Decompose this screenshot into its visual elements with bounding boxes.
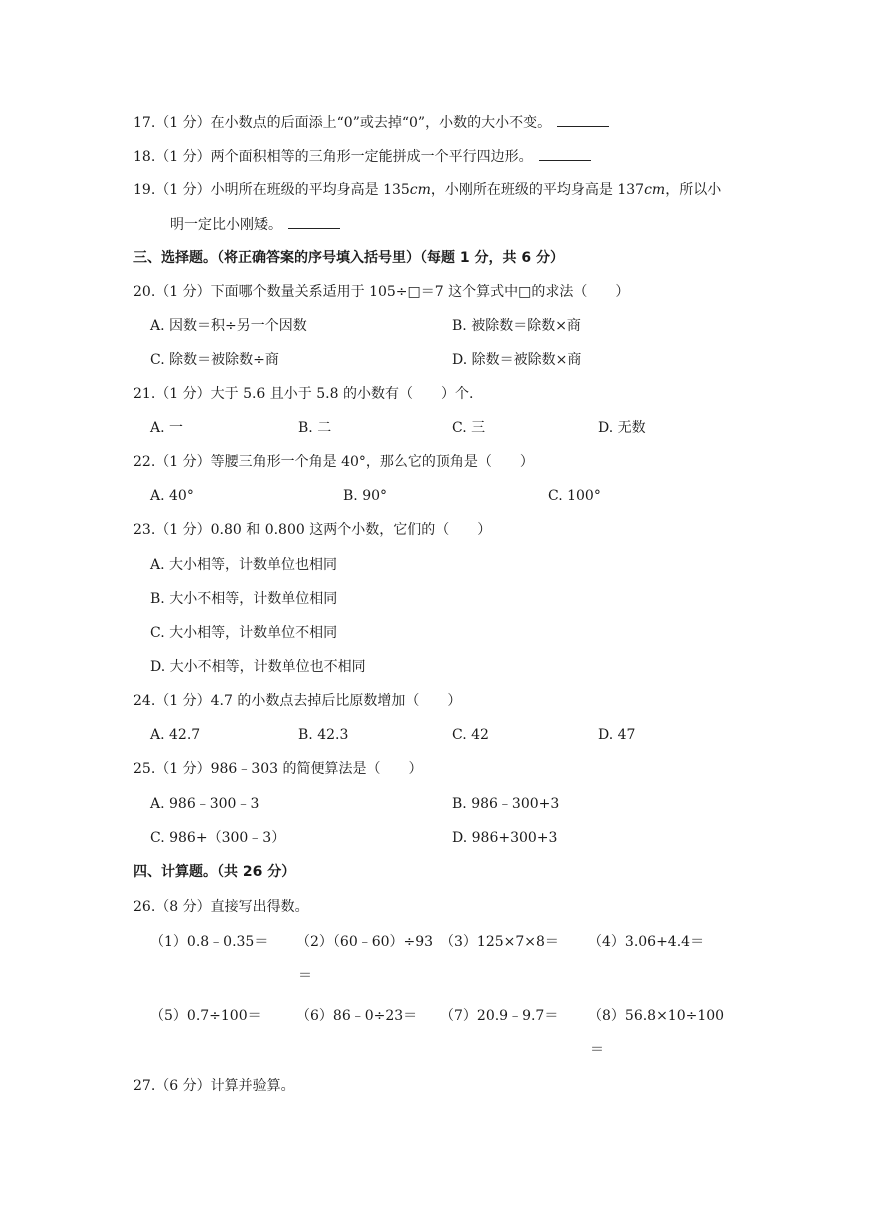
option-a[interactable]: A. 大小相等，计数单位也相同 xyxy=(150,557,338,573)
question-26-stem: 26.（8 分）直接写出得数。 xyxy=(133,899,309,915)
question-22-stem: 22.（1 分）等腰三角形一个角是 40°，那么它的顶角是（ ） xyxy=(133,454,534,470)
option-d[interactable]: D. 986+300+3 xyxy=(452,830,558,846)
calc-item: （3）125×7×8＝ xyxy=(440,934,559,950)
question-score: （1 分） xyxy=(155,182,211,198)
option-b[interactable]: B. 90° xyxy=(343,488,388,504)
question-18 xyxy=(133,146,591,167)
question-score: （1 分） xyxy=(155,115,211,131)
option-b[interactable]: B. 986﹣300+3 xyxy=(452,796,560,812)
question-19-line2 xyxy=(170,214,340,235)
question-25-stem: 25.（1 分）986﹣303 的简便算法是（ ） xyxy=(133,761,423,777)
option-c[interactable]: C. 大小相等，计数单位不相同 xyxy=(150,625,338,641)
option-a[interactable]: A. 因数＝积÷另一个因数 xyxy=(150,318,307,334)
question-text: 小明所在班级的平均身高是 135 xyxy=(210,182,410,198)
calc-equals: ＝ xyxy=(298,968,312,984)
option-b[interactable]: B. 二 xyxy=(298,420,332,436)
option-a[interactable]: A. 一 xyxy=(150,420,184,436)
question-23-stem: 23.（1 分）0.80 和 0.800 这两个小数，它们的（ ） xyxy=(133,522,492,538)
question-text: 两个面积相等的三角形一定能拼成一个平行四边形。 xyxy=(210,149,533,165)
question-27-stem: 27.（6 分）计算并验算。 xyxy=(133,1078,295,1094)
question-text: ，小刚所在班级的平均身高是 137 xyxy=(430,182,645,198)
answer-blank[interactable] xyxy=(557,112,609,127)
calc-item: （8）56.8×10÷100 xyxy=(588,1008,725,1024)
question-number: 18. xyxy=(133,149,156,165)
option-d[interactable]: D. 47 xyxy=(598,727,636,743)
question-score: （1 分） xyxy=(155,149,211,165)
calc-item: （5）0.7÷100＝ xyxy=(150,1008,262,1024)
question-text: 在小数点的后面添上“0”或去掉“0”，小数的大小不变。 xyxy=(210,115,552,131)
option-b[interactable]: B. 42.3 xyxy=(298,727,349,743)
calc-equals: ＝ xyxy=(590,1042,604,1058)
question-20-stem: 20.（1 分）下面哪个数量关系适用于 105÷□＝7 这个算式中□的求法（ ） xyxy=(133,284,630,300)
answer-blank[interactable] xyxy=(539,146,591,161)
option-d[interactable]: D. 除数＝被除数×商 xyxy=(452,352,582,368)
option-d[interactable]: D. 无数 xyxy=(598,420,646,436)
section-heading: 三、选择题。（将正确答案的序号填入括号里）（每题 1 分，共 6 分） xyxy=(133,250,564,266)
question-text: ，所以小 xyxy=(665,182,722,198)
answer-blank[interactable] xyxy=(288,214,340,229)
option-a[interactable]: A. 986﹣300﹣3 xyxy=(150,796,260,812)
option-c[interactable]: C. 100° xyxy=(548,488,601,504)
unit-cm: cm xyxy=(644,182,666,198)
calc-item: （6）86﹣0÷23＝ xyxy=(296,1008,418,1024)
calc-item: （4）3.06+4.4＝ xyxy=(588,934,705,950)
option-c[interactable]: C. 除数＝被除数÷商 xyxy=(150,352,279,368)
question-number: 19. xyxy=(133,182,156,198)
question-text: 明一定比小刚矮。 xyxy=(170,217,282,233)
question-17 xyxy=(133,112,609,133)
calc-item: （1）0.8﹣0.35＝ xyxy=(150,934,269,950)
calc-item: （2）（60﹣60）÷93 xyxy=(296,934,434,950)
question-number: 17. xyxy=(133,115,156,131)
option-c[interactable]: C. 三 xyxy=(452,420,486,436)
calc-item: （7）20.9﹣9.7＝ xyxy=(440,1008,559,1024)
option-c[interactable]: C. 42 xyxy=(452,727,489,743)
option-c[interactable]: C. 986+（300﹣3） xyxy=(150,830,286,846)
option-b[interactable]: B. 被除数＝除数×商 xyxy=(452,318,581,334)
option-d[interactable]: D. 大小不相等，计数单位也不相同 xyxy=(150,659,366,675)
question-24-stem: 24.（1 分）4.7 的小数点去掉后比原数增加（ ） xyxy=(133,693,462,709)
unit-cm: cm xyxy=(409,182,431,198)
question-19 xyxy=(133,180,721,200)
question-21-stem: 21.（1 分）大于 5.6 且小于 5.8 的小数有（ ）个. xyxy=(133,386,474,402)
section-heading: 四、计算题。（共 26 分） xyxy=(133,864,296,880)
option-b[interactable]: B. 大小不相等，计数单位相同 xyxy=(150,591,338,607)
option-a[interactable]: A. 42.7 xyxy=(150,727,201,743)
option-a[interactable]: A. 40° xyxy=(150,488,194,504)
